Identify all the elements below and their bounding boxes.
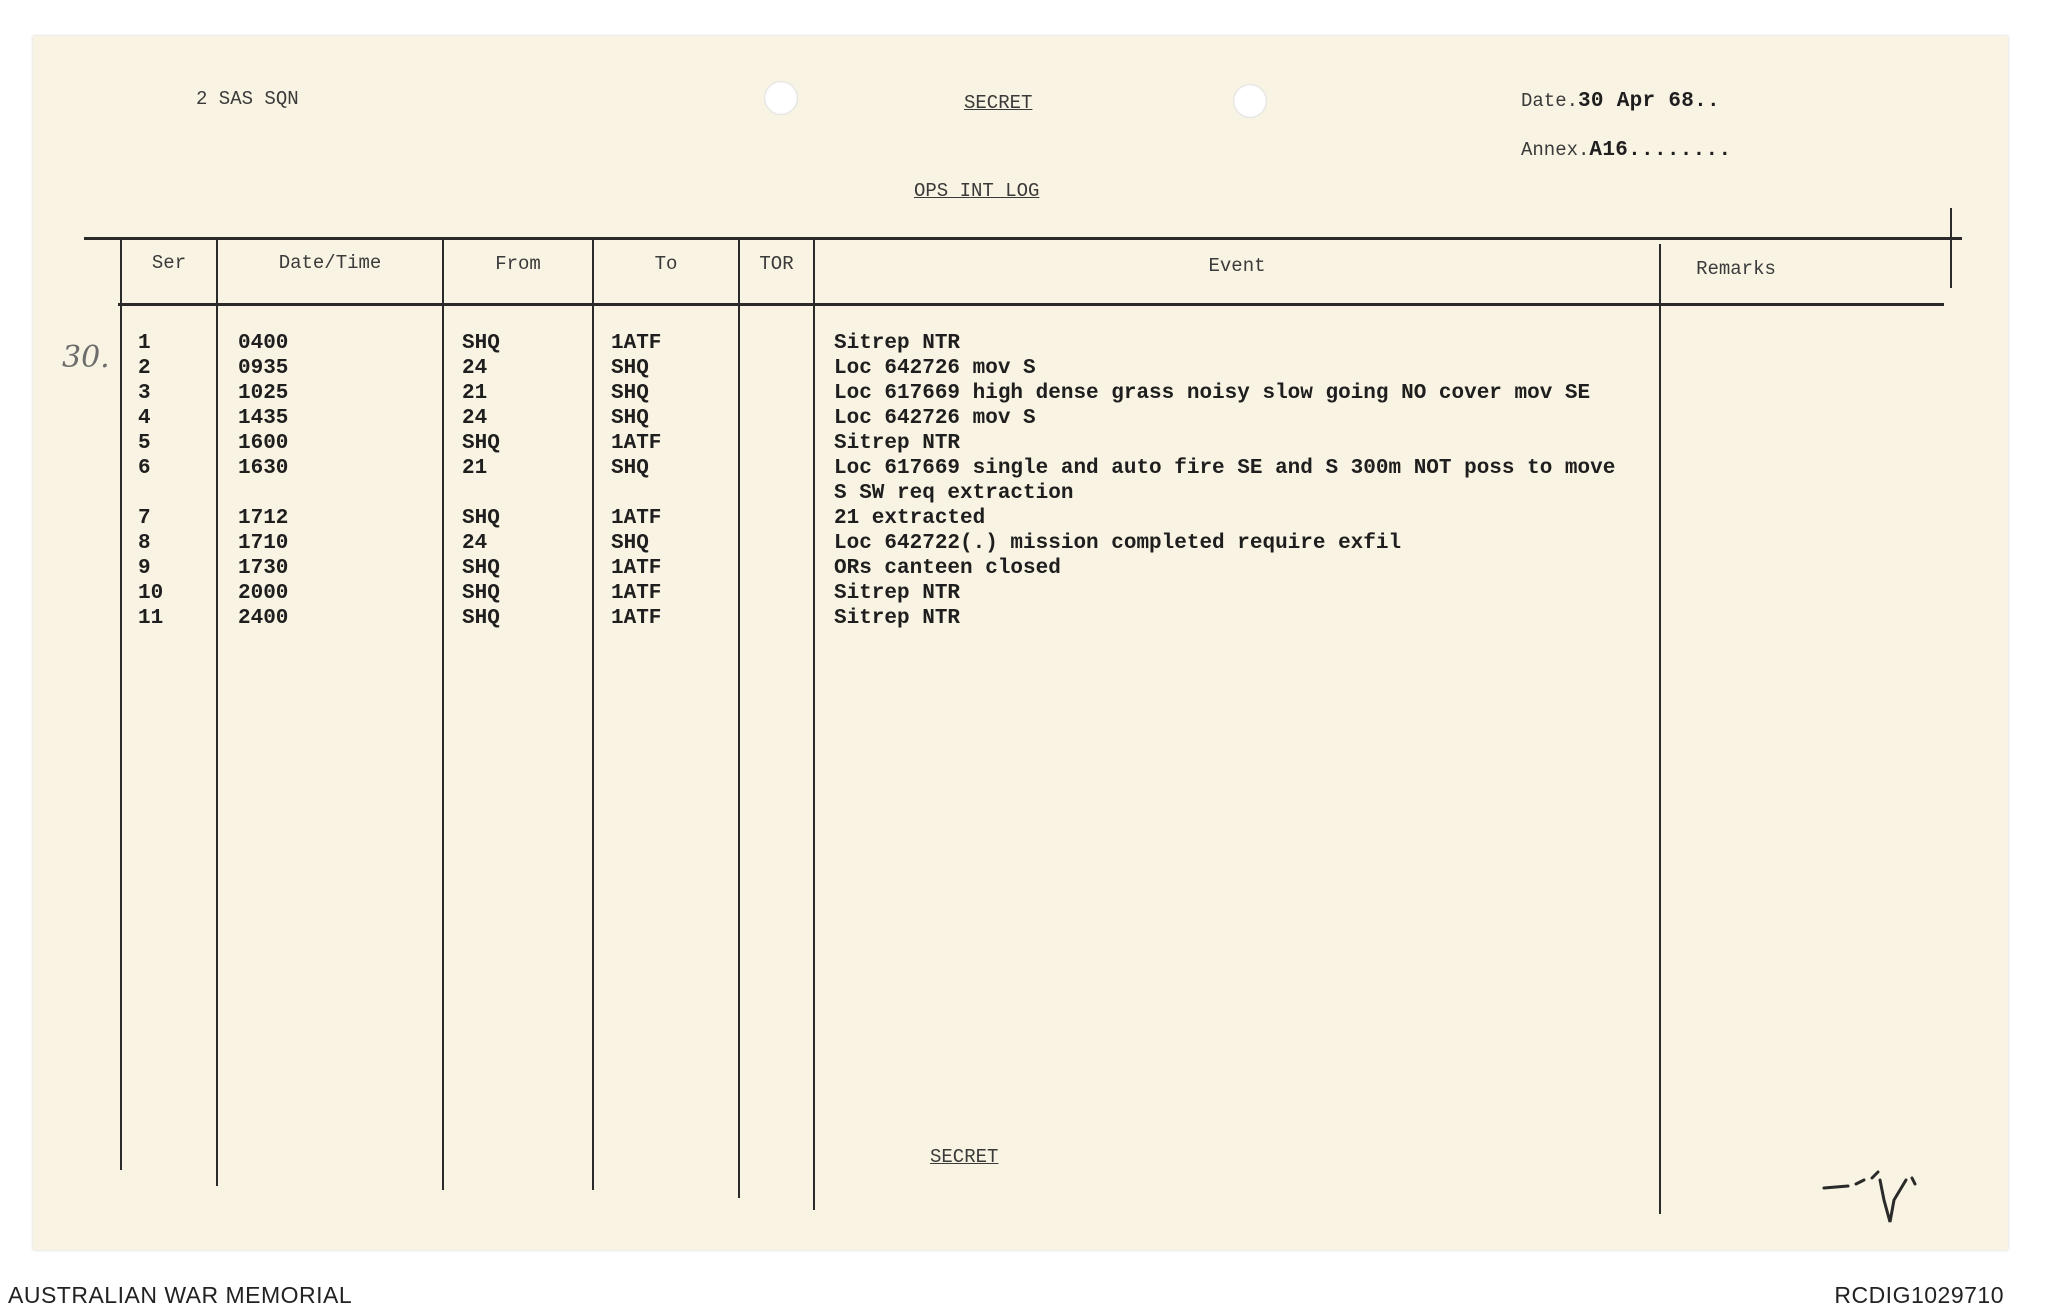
cell-from: 24 — [462, 357, 488, 380]
cell-to: 1ATF — [611, 332, 662, 355]
cell-ser: 10 — [138, 582, 164, 605]
column-header-ser: Ser — [151, 252, 187, 274]
column-header-tor: TOR — [759, 253, 794, 275]
classification-top: SECRET — [964, 92, 1033, 114]
cell-ser: 8 — [138, 532, 151, 555]
cell-from: 24 — [462, 407, 488, 430]
cell-from: SHQ — [462, 607, 500, 630]
cell-event: Loc 642726 mov S — [834, 357, 1036, 380]
unit-name: 2 SAS SQN — [196, 88, 299, 110]
cell-time: 2000 — [238, 582, 289, 605]
cell-event: Sitrep NTR — [834, 582, 961, 605]
cell-event: Loc 617669 high dense grass noisy slow going NO cover mov SE — [834, 382, 1591, 405]
cell-time: 1712 — [238, 507, 289, 530]
cell-time: 1730 — [238, 557, 289, 580]
date-value: 30 Apr 68 — [1578, 90, 1695, 113]
table-row — [0, 332, 1650, 357]
cell-to: SHQ — [611, 407, 649, 430]
classification-bottom: SECRET — [930, 1146, 999, 1168]
column-header-remarks: Remarks — [1696, 258, 1776, 280]
annex-label: Annex. — [1521, 139, 1590, 161]
table-row — [0, 457, 1650, 505]
table-row — [0, 432, 1650, 457]
cell-time: 1710 — [238, 532, 289, 555]
cell-ser: 5 — [138, 432, 151, 455]
table-row — [0, 407, 1650, 432]
table-row — [0, 557, 1650, 582]
table-row — [0, 507, 1650, 532]
cell-to: SHQ — [611, 382, 649, 405]
cell-time: 0400 — [238, 332, 289, 355]
cell-ser: 2 — [138, 357, 151, 380]
cell-time: 2400 — [238, 607, 289, 630]
cell-event: Loc 642722(.) mission completed require exfil — [834, 532, 1402, 555]
table-row — [0, 532, 1650, 557]
cell-ser: 3 — [138, 382, 151, 405]
log-title: OPS INT LOG — [914, 180, 1040, 202]
cell-time: 1025 — [238, 382, 289, 405]
cell-ser: 11 — [138, 607, 164, 630]
date-dots: .. — [1694, 90, 1720, 113]
table-row — [0, 382, 1650, 407]
cell-to: SHQ — [611, 357, 649, 380]
cell-event-continued: S SW req extraction — [834, 482, 1074, 505]
cell-event: Sitrep NTR — [834, 432, 961, 455]
column-header-from: From — [495, 253, 541, 275]
cell-event: 21 extracted — [834, 507, 986, 530]
cell-to: SHQ — [611, 457, 649, 480]
cell-to: 1ATF — [611, 557, 662, 580]
cell-event: Sitrep NTR — [834, 332, 961, 355]
cell-event: ORs canteen closed — [834, 557, 1061, 580]
cell-event: Sitrep NTR — [834, 607, 961, 630]
footer-record-id: RCDIG1029710 — [1834, 1282, 2004, 1308]
cell-from: SHQ — [462, 582, 500, 605]
cell-from: 21 — [462, 382, 488, 405]
cell-to: 1ATF — [611, 607, 662, 630]
cell-ser: 7 — [138, 507, 151, 530]
margin-note: 30. — [62, 340, 110, 375]
cell-ser: 6 — [138, 457, 151, 480]
column-header-event: Event — [1208, 255, 1266, 277]
cell-time: 1435 — [238, 407, 289, 430]
column-header-to: To — [654, 253, 678, 275]
cell-from: SHQ — [462, 557, 500, 580]
date-label: Date. — [1521, 90, 1579, 112]
footer-source: AUSTRALIAN WAR MEMORIAL — [8, 1282, 353, 1308]
cell-event: Loc 642726 mov S — [834, 407, 1036, 430]
cell-from: SHQ — [462, 332, 500, 355]
cell-to: SHQ — [611, 532, 649, 555]
cell-from: SHQ — [462, 432, 500, 455]
initials-mark — [1820, 1160, 1950, 1230]
cell-ser: 1 — [138, 332, 151, 355]
annex-value: A16 — [1589, 139, 1629, 162]
cell-ser: 4 — [138, 407, 151, 430]
cell-to: 1ATF — [611, 507, 662, 530]
cell-time: 0935 — [238, 357, 289, 380]
cell-from: 24 — [462, 532, 488, 555]
table-row — [0, 357, 1650, 382]
cell-to: 1ATF — [611, 432, 662, 455]
cell-to: 1ATF — [611, 582, 662, 605]
table-row — [0, 607, 1650, 632]
cell-from: SHQ — [462, 507, 500, 530]
annex-dots: ........ — [1628, 139, 1732, 162]
cell-from: 21 — [462, 457, 488, 480]
cell-time: 1600 — [238, 432, 289, 455]
cell-event: Loc 617669 single and auto fire SE and S 300m NOT poss to move — [834, 457, 1616, 480]
column-header-datetime: Date/Time — [278, 252, 382, 274]
table-row — [0, 582, 1650, 607]
cell-time: 1630 — [238, 457, 289, 480]
cell-ser: 9 — [138, 557, 151, 580]
